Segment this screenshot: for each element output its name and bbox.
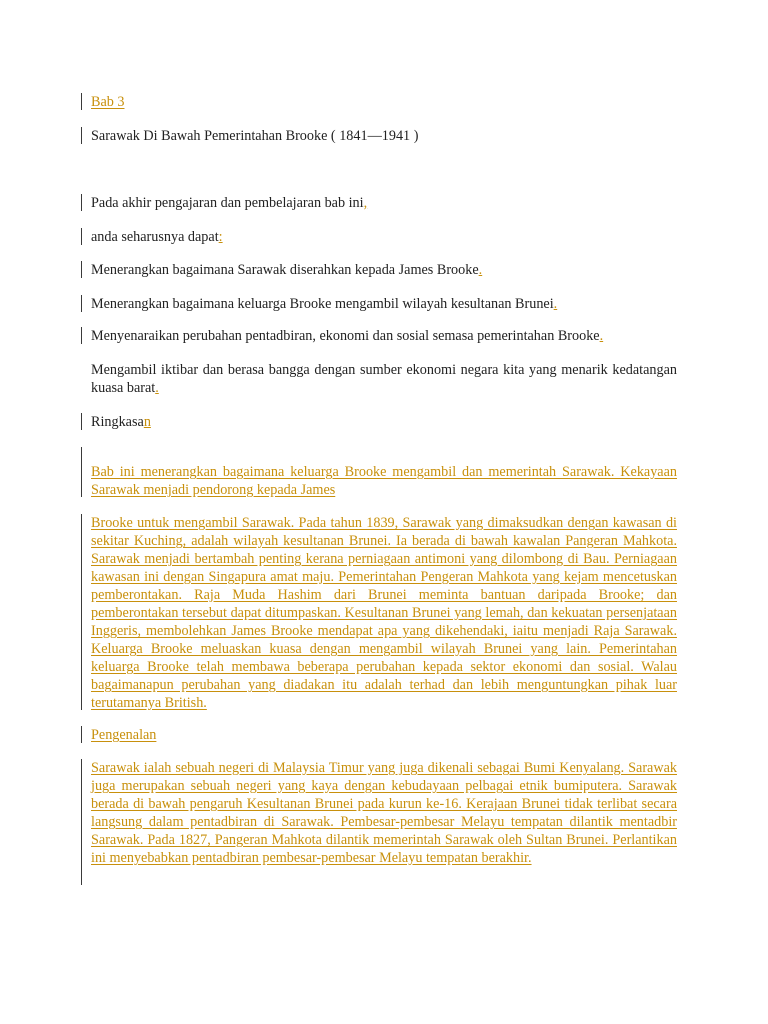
change-bar [81,514,82,710]
change-bar [81,327,82,344]
summary-paragraph-2 [91,514,677,712]
insert-mark: n [143,414,151,430]
objective-item-text: Menyenaraikan perubahan pentadbiran, ekonomi dan sosial semasa pemerintahan Brooke [91,328,600,344]
objectives-intro-1-text: Pada akhir pengajaran dan pembelajaran bab ini [91,195,364,211]
objective-item [91,361,677,397]
change-bar [81,127,82,144]
change-bar [81,93,82,110]
objective-item-text: Menerangkan bagaimana Sarawak diserahkan kepada James Brooke [91,262,479,278]
objective-item [91,295,677,313]
insert-mark: . [155,380,159,396]
change-bar [81,228,82,245]
introduction-paragraph [91,759,677,867]
objectives-intro-2-text: anda seharusnya dapat [91,229,219,245]
chapter-label [91,93,677,111]
change-bar [81,759,82,885]
introduction-paragraph-text: Sarawak ialah sebuah negeri di Malaysia Timur yang juga dikenali sebagai Bumi Kenyalang. Sarawak juga merupakan sebuah negeri yang kaya dengan kebudayaan pelbagai etnik bumiputera. Sarawak berada di bawah pengaruh Kesultanan Brunei pada kurun ke-16. Kerajaan Brunei tidak terlibat secara langsung dalam pentadbiran di Sarawak. Pembesar-pembesar Melayu tempatan dilantik mentadbir Sarawak. Pada 1827, Pangeran Mahkota dilantik memerintah Sarawak oleh Sultan Brunei. Perlantikan ini menyebabkan pentadbiran pembesar-pembesar Melayu tempatan berakhir. [91,760,677,866]
summary-paragraph-2-text: Brooke untuk mengambil Sarawak. Pada tahun 1839, Sarawak yang dimaksudkan dengan kawasan di sekitar Kuching, adalah wilayah kesultanan Brunei. Ia berada di bawah kawalan Pangeran Mahkota. Sarawak menjadi bertambah penting kerana perniagaan antimoni yang dilombong di Bau. Perniagaan kawasan ini dengan Singapura amat maju. Pemerintahan Pengeran Mahkota yang kejam mencetuskan pemberontakan. Raja Muda Hashim dari Brunei meminta bantuan daripada Brooke; dan pemberontakan tersebut dapat ditumpaskan. Kesultanan Brunei yang lemah, dan kekuatan persenjataan Inggeris, membolehkan James Brooke mendapat apa yang dikehendaki, iaitu menjadi Raja Sarawak. Keluarga Brooke meluaskan kuasa dengan mengambil wilayah Brunei yang lain. Pemerintahan keluarga Brooke telah membawa beberapa perubahan kepada sektor ekonomi dan sosial. Walau bagaimanapun perubahan yang diadakan itu adalah terhad dan lebih menguntungkan pihak luar terutamanya British. [91,515,677,711]
insert-mark: : [218,229,223,245]
change-bar [81,194,82,211]
summary-heading [91,413,677,431]
chapter-label-text: Bab 3 [91,94,125,110]
objective-item-text: Mengambil iktibar dan berasa bangga dengan sumber ekonomi negara kita yang menarik kedatangan kuasa barat [91,362,677,396]
introduction-heading-text: Pengenalan [91,727,157,743]
change-bar [81,726,82,743]
introduction-heading [91,726,677,744]
insert-mark: . [478,262,483,278]
objectives-intro-2 [91,228,677,246]
change-bar [81,295,82,312]
summary-heading-text: Ringkasa [91,414,144,430]
change-bar [81,447,82,497]
change-bar [81,261,82,278]
objective-item [91,261,677,279]
objective-item-text: Menerangkan bagaimana keluarga Brooke mengambil wilayah kesultanan Brunei [91,296,554,312]
objective-item [91,327,677,345]
chapter-title [91,127,677,145]
objectives-intro-1 [91,194,677,212]
insert-mark: . [599,328,604,344]
insert-mark: , [363,195,368,211]
chapter-title-text: Sarawak Di Bawah Pemerintahan Brooke ( 1841—1941 ) [91,128,419,144]
summary-paragraph-1-text: Bab ini menerangkan bagaimana keluarga Brooke mengambil dan memerintah Sarawak. Kekayaan Sarawak menjadi pendorong kepada James [91,464,677,498]
insert-mark: . [553,296,558,312]
change-bar [81,413,82,430]
summary-paragraph-1 [91,463,677,499]
